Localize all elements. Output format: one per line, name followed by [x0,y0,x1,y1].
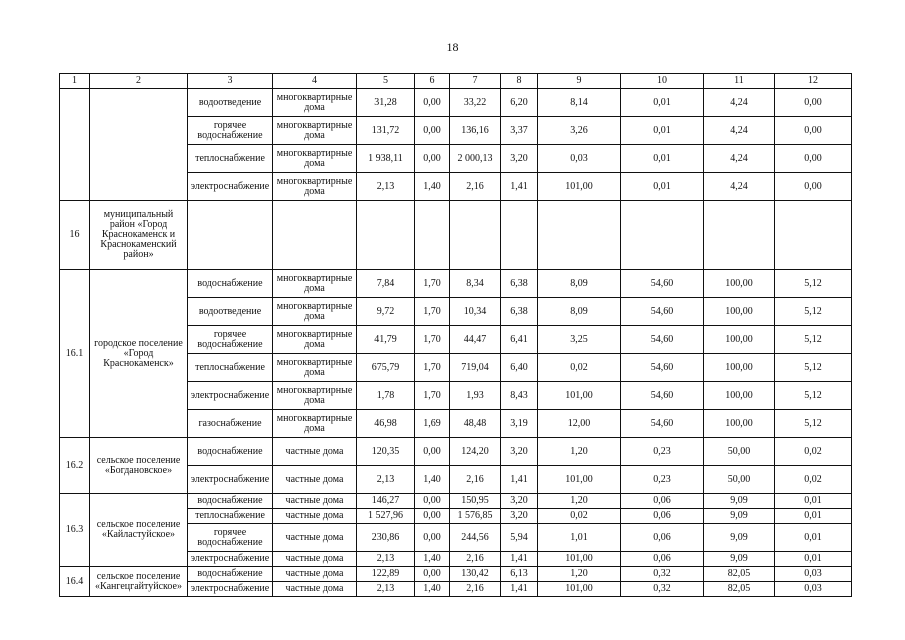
value-cell-v8: 6,40 [501,354,538,382]
value-cell-v11: 4,24 [704,117,775,145]
value-cell-v5: 1 938,11 [357,145,415,173]
service-cell: электроснабжение [188,552,273,567]
value-cell-v6: 0,00 [415,117,450,145]
group-number: 16.3 [60,494,90,567]
value-cell-v5: 230,86 [357,524,415,552]
value-cell-v5: 122,89 [357,567,415,582]
value-cell-v5: 31,28 [357,89,415,117]
value-cell-v11: 9,09 [704,552,775,567]
value-cell-v6: 0,00 [415,524,450,552]
value-cell-v6: 0,00 [415,509,450,524]
value-cell-v10: 54,60 [621,382,704,410]
empty-cell [538,201,621,270]
value-cell-v5: 146,27 [357,494,415,509]
value-cell-v11: 82,05 [704,582,775,597]
value-cell-v5: 2,13 [357,173,415,201]
table-row [60,270,852,298]
service-cell: теплоснабжение [188,145,273,173]
group-row [60,201,852,270]
empty-cell [273,201,357,270]
value-cell-v11: 4,24 [704,145,775,173]
value-cell-v7: 44,47 [450,326,501,354]
value-cell-v11: 50,00 [704,438,775,466]
header-cell: 11 [704,74,775,89]
value-cell-v5: 7,84 [357,270,415,298]
housing-cell: многоквартирные дома [273,89,357,117]
service-cell: водоснабжение [188,438,273,466]
group-number: 16.2 [60,438,90,494]
service-cell: электроснабжение [188,466,273,494]
value-cell-v12: 0,01 [775,524,852,552]
value-cell-v10: 54,60 [621,354,704,382]
header-cell: 8 [501,74,538,89]
tariff-body [60,74,852,597]
value-cell-v7: 2,16 [450,466,501,494]
value-cell-v12: 5,12 [775,270,852,298]
value-cell-v9: 101,00 [538,466,621,494]
value-cell-v10: 54,60 [621,410,704,438]
value-cell-v11: 4,24 [704,89,775,117]
value-cell-v7: 8,34 [450,270,501,298]
value-cell-v10: 0,06 [621,524,704,552]
group-name: сельское поселение «Кангецгайтуйское» [90,567,188,597]
value-cell-v12: 0,03 [775,567,852,582]
value-cell-v5: 2,13 [357,466,415,494]
housing-cell: многоквартирные дома [273,298,357,326]
value-cell-v5: 2,13 [357,552,415,567]
value-cell-v12: 5,12 [775,382,852,410]
housing-cell: частные дома [273,567,357,582]
empty-cell [450,201,501,270]
group-name: сельское поселение «Богдановское» [90,438,188,494]
group-number: 16 [60,201,90,270]
value-cell-v6: 1,70 [415,298,450,326]
value-cell-v8: 6,38 [501,298,538,326]
value-cell-v11: 100,00 [704,354,775,382]
value-cell-v6: 0,00 [415,438,450,466]
value-cell-v7: 719,04 [450,354,501,382]
value-cell-v7: 244,56 [450,524,501,552]
service-cell: теплоснабжение [188,354,273,382]
service-cell: горячее водоснабжение [188,326,273,354]
service-cell: горячее водоснабжение [188,117,273,145]
header-cell: 9 [538,74,621,89]
header-cell: 5 [357,74,415,89]
value-cell-v11: 100,00 [704,270,775,298]
value-cell-v12: 0,02 [775,438,852,466]
value-cell-v10: 0,06 [621,552,704,567]
housing-cell: многоквартирные дома [273,145,357,173]
value-cell-v5: 41,79 [357,326,415,354]
value-cell-v8: 1,41 [501,466,538,494]
value-cell-v9: 101,00 [538,173,621,201]
value-cell-v9: 101,00 [538,582,621,597]
value-cell-v10: 0,32 [621,582,704,597]
value-cell-v12: 5,12 [775,326,852,354]
value-cell-v8: 6,20 [501,89,538,117]
value-cell-v6: 0,00 [415,494,450,509]
housing-cell: многоквартирные дома [273,117,357,145]
service-cell: водоснабжение [188,270,273,298]
empty-cell [188,201,273,270]
header-cell: 10 [621,74,704,89]
value-cell-v9: 8,09 [538,270,621,298]
value-cell-v8: 6,41 [501,326,538,354]
value-cell-v10: 0,01 [621,145,704,173]
tariff-table [59,73,852,597]
value-cell-v12: 0,00 [775,89,852,117]
group-number: 16.4 [60,567,90,597]
value-cell-v5: 675,79 [357,354,415,382]
housing-cell: многоквартирные дома [273,410,357,438]
value-cell-v5: 2,13 [357,582,415,597]
service-cell: водоотведение [188,89,273,117]
value-cell-v8: 3,20 [501,145,538,173]
value-cell-v11: 9,09 [704,524,775,552]
service-cell: электроснабжение [188,173,273,201]
housing-cell: частные дома [273,438,357,466]
value-cell-v9: 1,20 [538,438,621,466]
table-row [60,438,852,466]
value-cell-v11: 9,09 [704,494,775,509]
header-cell: 1 [60,74,90,89]
value-cell-v11: 100,00 [704,382,775,410]
value-cell-v7: 2,16 [450,552,501,567]
housing-cell: частные дома [273,466,357,494]
value-cell-v11: 100,00 [704,326,775,354]
value-cell-v9: 101,00 [538,382,621,410]
value-cell-v10: 54,60 [621,298,704,326]
value-cell-v9: 3,26 [538,117,621,145]
service-cell: электроснабжение [188,382,273,410]
value-cell-v10: 54,60 [621,326,704,354]
value-cell-v9: 101,00 [538,552,621,567]
group-name: сельское поселение «Кайластуйское» [90,494,188,567]
value-cell-v6: 0,00 [415,567,450,582]
group-number: 16.1 [60,270,90,438]
header-cell: 6 [415,74,450,89]
table-row [60,567,852,582]
value-cell-v6: 1,70 [415,354,450,382]
value-cell-v7: 136,16 [450,117,501,145]
value-cell-v9: 3,25 [538,326,621,354]
value-cell-v9: 0,02 [538,509,621,524]
value-cell-v10: 0,01 [621,89,704,117]
value-cell-v10: 0,32 [621,567,704,582]
value-cell-v6: 1,70 [415,382,450,410]
housing-cell: частные дома [273,582,357,597]
value-cell-v11: 100,00 [704,410,775,438]
value-cell-v8: 1,41 [501,582,538,597]
value-cell-v11: 9,09 [704,509,775,524]
value-cell-v6: 1,40 [415,466,450,494]
value-cell-v5: 1,78 [357,382,415,410]
value-cell-v9: 1,01 [538,524,621,552]
housing-cell: частные дома [273,494,357,509]
value-cell-v8: 6,13 [501,567,538,582]
value-cell-v8: 1,41 [501,552,538,567]
value-cell-v8: 3,20 [501,494,538,509]
housing-cell: многоквартирные дома [273,270,357,298]
table-row [60,89,852,117]
value-cell-v6: 0,00 [415,89,450,117]
service-cell: водоснабжение [188,494,273,509]
value-cell-v8: 3,19 [501,410,538,438]
housing-cell: многоквартирные дома [273,382,357,410]
housing-cell: многоквартирные дома [273,173,357,201]
value-cell-v8: 6,38 [501,270,538,298]
value-cell-v7: 2,16 [450,582,501,597]
value-cell-v6: 1,40 [415,552,450,567]
value-cell-v8: 3,20 [501,509,538,524]
value-cell-v7: 10,34 [450,298,501,326]
service-cell: водоснабжение [188,567,273,582]
value-cell-v6: 1,69 [415,410,450,438]
value-cell-v10: 0,01 [621,117,704,145]
service-cell: электроснабжение [188,582,273,597]
value-cell-v12: 0,02 [775,466,852,494]
empty-cell [704,201,775,270]
value-cell-v9: 12,00 [538,410,621,438]
value-cell-v10: 0,06 [621,494,704,509]
value-cell-v10: 0,23 [621,466,704,494]
value-cell-v12: 0,01 [775,509,852,524]
value-cell-v10: 0,01 [621,173,704,201]
header-cell: 12 [775,74,852,89]
value-cell-v7: 2,16 [450,173,501,201]
header-cell: 2 [90,74,188,89]
value-cell-v12: 0,01 [775,552,852,567]
value-cell-v6: 1,40 [415,582,450,597]
empty-cell [621,201,704,270]
value-cell-v7: 124,20 [450,438,501,466]
value-cell-v7: 2 000,13 [450,145,501,173]
value-cell-v12: 5,12 [775,298,852,326]
group-name: муниципальный район «Город Краснокаменск и Краснокаменский район» [90,201,188,270]
value-cell-v5: 1 527,96 [357,509,415,524]
value-cell-v8: 5,94 [501,524,538,552]
value-cell-v9: 8,09 [538,298,621,326]
value-cell-v12: 0,00 [775,173,852,201]
value-cell-v11: 82,05 [704,567,775,582]
service-cell: горячее водоснабжение [188,524,273,552]
value-cell-v8: 8,43 [501,382,538,410]
group-name: городское поселение «Город Краснокаменск» [90,270,188,438]
housing-cell: частные дома [273,509,357,524]
value-cell-v6: 0,00 [415,145,450,173]
table-row [60,494,852,509]
value-cell-v8: 1,41 [501,173,538,201]
value-cell-v10: 0,23 [621,438,704,466]
value-cell-v12: 5,12 [775,354,852,382]
service-cell: водоотведение [188,298,273,326]
header-cell: 4 [273,74,357,89]
value-cell-v11: 50,00 [704,466,775,494]
value-cell-v11: 4,24 [704,173,775,201]
housing-cell: частные дома [273,552,357,567]
value-cell-v12: 0,00 [775,145,852,173]
value-cell-v7: 130,42 [450,567,501,582]
value-cell-v7: 150,95 [450,494,501,509]
value-cell-v12: 0,00 [775,117,852,145]
header-cell: 7 [450,74,501,89]
value-cell-v6: 1,70 [415,326,450,354]
value-cell-v9: 8,14 [538,89,621,117]
empty-cell [775,201,852,270]
value-cell-v12: 0,03 [775,582,852,597]
service-cell: газоснабжение [188,410,273,438]
header-row [60,74,852,89]
empty-cell [357,201,415,270]
value-cell-v5: 46,98 [357,410,415,438]
value-cell-v8: 3,37 [501,117,538,145]
value-cell-v9: 1,20 [538,494,621,509]
value-cell-v9: 0,02 [538,354,621,382]
value-cell-v12: 5,12 [775,410,852,438]
group-number [60,89,90,201]
value-cell-v5: 120,35 [357,438,415,466]
value-cell-v10: 54,60 [621,270,704,298]
value-cell-v9: 1,20 [538,567,621,582]
housing-cell: частные дома [273,524,357,552]
value-cell-v12: 0,01 [775,494,852,509]
housing-cell: многоквартирные дома [273,354,357,382]
empty-cell [415,201,450,270]
group-name [90,89,188,201]
empty-cell [501,201,538,270]
value-cell-v8: 3,20 [501,438,538,466]
service-cell: теплоснабжение [188,509,273,524]
housing-cell: многоквартирные дома [273,326,357,354]
value-cell-v9: 0,03 [538,145,621,173]
value-cell-v5: 9,72 [357,298,415,326]
value-cell-v7: 1,93 [450,382,501,410]
page-number: 18 [446,40,459,54]
header-cell: 3 [188,74,273,89]
value-cell-v6: 1,70 [415,270,450,298]
value-cell-v6: 1,40 [415,173,450,201]
value-cell-v5: 131,72 [357,117,415,145]
value-cell-v7: 48,48 [450,410,501,438]
value-cell-v10: 0,06 [621,509,704,524]
value-cell-v7: 33,22 [450,89,501,117]
value-cell-v11: 100,00 [704,298,775,326]
value-cell-v7: 1 576,85 [450,509,501,524]
